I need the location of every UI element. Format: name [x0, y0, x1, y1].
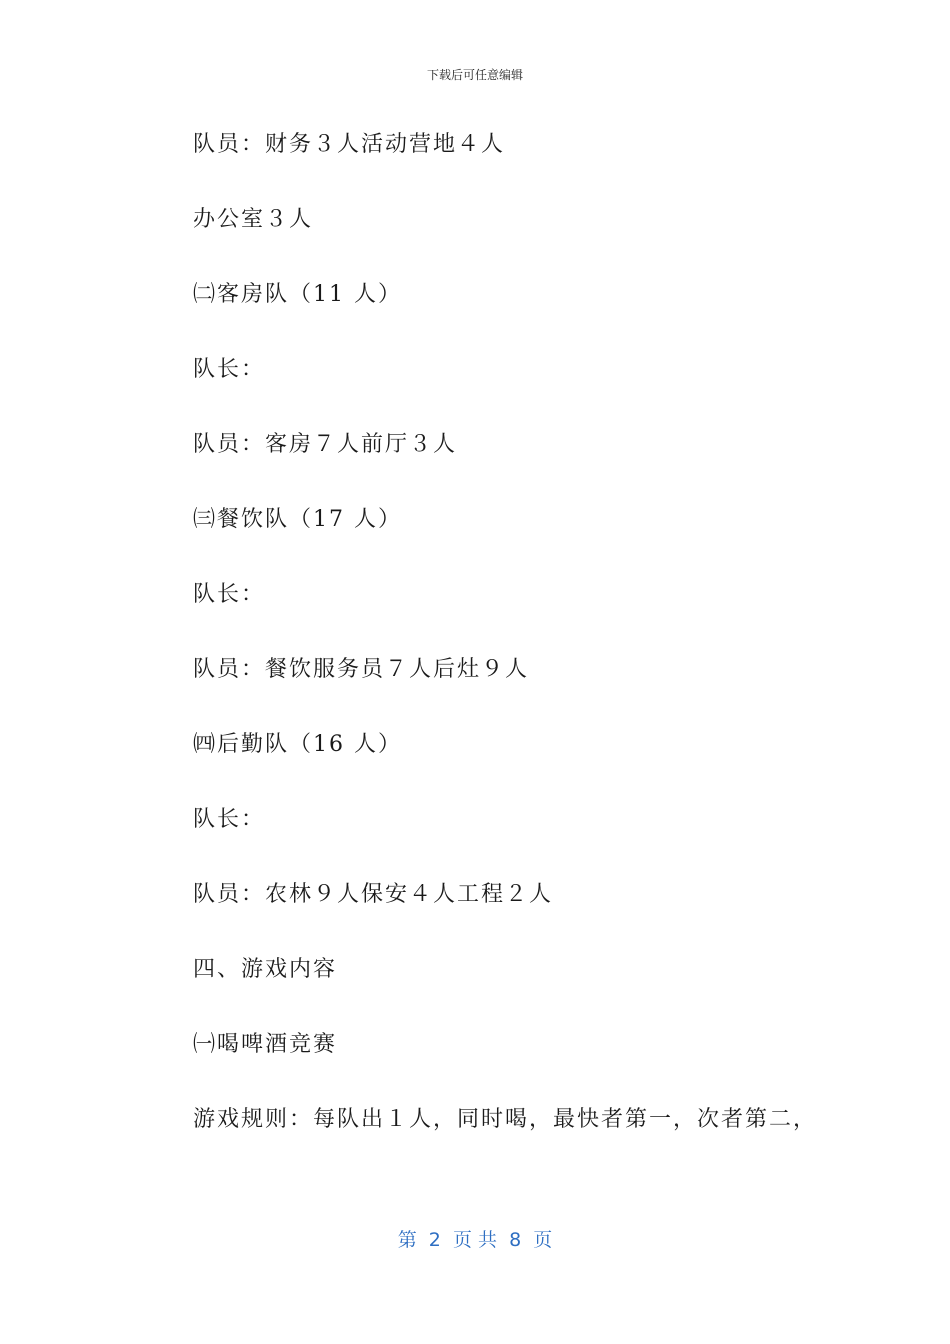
paragraph-line: 队员：客房７人前厅３人	[193, 432, 458, 457]
paragraph-line: 办公室３人	[193, 207, 314, 232]
paragraph-line: 队员：餐饮服务员７人后灶９人	[193, 657, 530, 682]
section-heading: 四、游戏内容	[193, 957, 338, 982]
paragraph-line: 队员：财务３人活动营地４人	[193, 132, 506, 157]
paragraph-line: 游戏规则：每队出１人，同时喝，最快者第一，次者第二，	[193, 1107, 818, 1132]
paragraph-line: 队长：	[193, 357, 266, 382]
page-number-footer: 第 2 页 共 8 页	[397, 1229, 553, 1251]
page-header: 下载后可任意编辑	[426, 68, 523, 82]
paragraph-line: 队长：	[193, 807, 266, 832]
section-heading: ㈣后勤队（16 人）	[193, 732, 402, 757]
document-body	[193, 126, 833, 1176]
paragraph-line: 队长：	[193, 582, 266, 607]
section-heading: ㈠喝啤酒竞赛	[193, 1032, 338, 1057]
section-heading: ㈡客房队（11 人）	[193, 282, 402, 307]
section-heading: ㈢餐饮队（17 人）	[193, 507, 402, 532]
paragraph-line: 队员：农林９人保安４人工程２人	[193, 882, 554, 907]
